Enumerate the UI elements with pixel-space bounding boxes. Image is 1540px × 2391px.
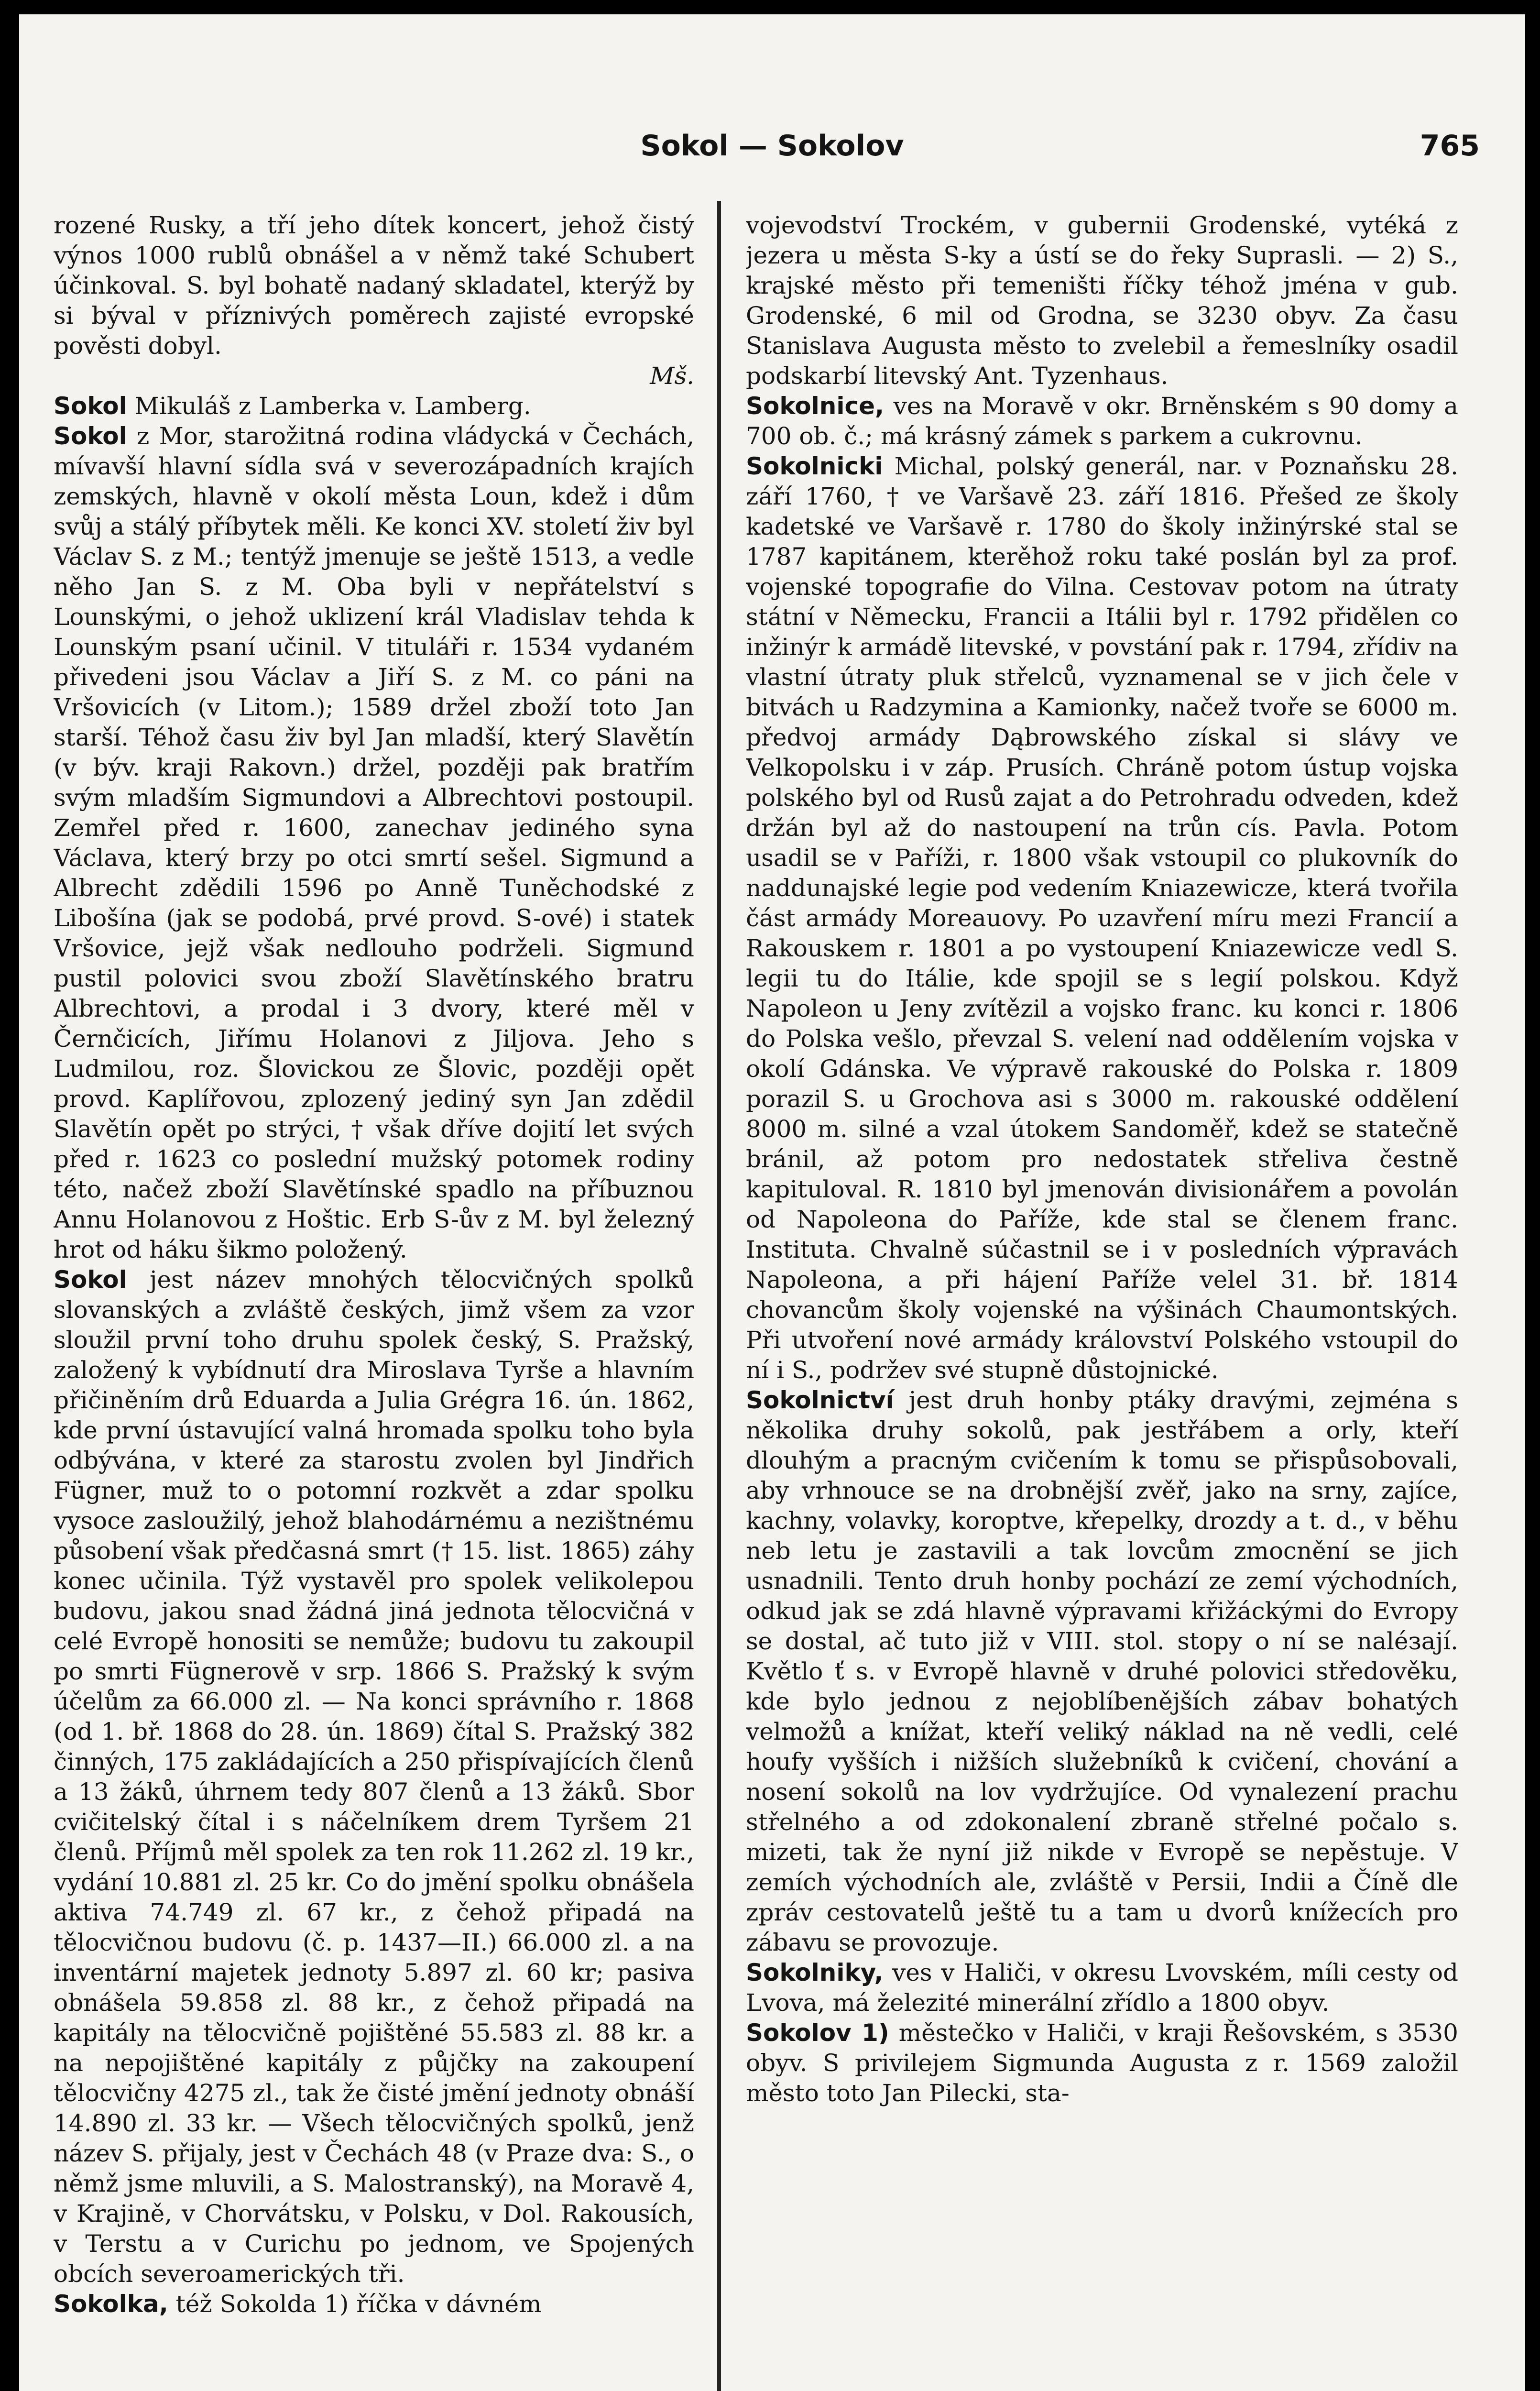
- author-signature: Mš.: [650, 362, 694, 390]
- entry-text: Mikuláš z Lamberka v. Lamberg.: [134, 392, 531, 420]
- entry-sokolnicki: [746, 451, 1458, 1385]
- entry-headword: Sokolnicki: [746, 452, 883, 480]
- entry-sokolniky: [746, 1958, 1458, 2018]
- entry-continuation: vojevodství Trockém, v gubernii Grodenské, vytéká z jezera u města S-ky a ústí se do řeky Suprasli. — 2) S., krajské město při temeništi říčky téhož jména v gub. Grodenské, 6 mil od Grodna, se 3230 obyv. Za času Stanislava Augusta město to zvelebil a řemeslníky osadil podskarbí litevský Ant. Tyzenhaus.: [746, 211, 1458, 390]
- entry-sokolov: [746, 2018, 1458, 2108]
- page-header: [19, 129, 1525, 177]
- entry-text: jest název mnohých tělocvičných spolků slovanských a zvláště českých, jimž všem za vzor sloužil první toho druhu spolek český, S. Pražský, založený k vybídnutí dra Miroslava Tyrše a hlavním přičiněním drů Eduarda a Julia Grégra 16. ún. 1862, kde první ústavující valná hromada spolku toho byla odbývána, v které za starostu zvolen byl Jindřich Fügner, muž to o potomní rozkvět a zdar spolku vysoce zasloužilý, jehož blahodárnému a nezištnému působení však předčasná smrt († 15. list. 1865) záhy konec učinila. Týž vystavěl pro spolek velikolepou budovu, jakou snad žádná jiná jednota tělocvičná v celé Evropě honositi se nemůže; budovu tu zakoupil po smrti Fügnerově v srp. 1866 S. Pražský k svým účelům za 66.000 zl. — Na konci správního r. 1868 (od 1. bř. 1868 do 28. ún. 1869) čítal S. Pražský 382 činných, 175 zakládajících a 250 přispívajících členů a 13 žáků, úhrnem tedy 807 členů a 13 žáků. Sbor cvičitelský čítal i s náčelníkem drem Tyršem 21 členů. Příjmů měl spolek za ten rok 11.262 zl. 19 kr., vydání 10.881 zl. 25 kr. Co do jmění spolku obnášela aktiva 74.749 zl. 67 kr., z čehož připadá na tělocvičnou budovu (č. p. 1437—II.) 66.000 zl. a na inventární majetek jednoty 5.897 zl. 60 kr; pasiva obnášela 59.858 zl. 88 kr., z čehož připadá na kapitály na tělocvičně pojištěné 55.583 zl. 88 kr. a na nepojištěné kapitály z půjčky na zakoupení tělocvičny 4275 zl., tak že čisté jmění jednoty obnáší 14.890 zl. 33 kr. — Všech tělocvičných spolků, jenž název S. přijaly, jest v Čechách 48 (v Praze dva: S., o němž jsme mluvili, a S. Malostranský), na Moravě 4, v Krajině, v Chorvátsku, v Polsku, v Dol. Rakousích, v Terstu a v Curichu po jednom, ve Spojených obcích severoamerických tři.: [54, 1266, 694, 2288]
- entry-text: též Sokolda 1) říčka v dávném: [175, 2290, 542, 2318]
- entry-headword: Sokolnice,: [746, 392, 885, 420]
- book-page: [19, 14, 1525, 2391]
- entry-sokol-spolek: [54, 1265, 694, 2289]
- entry-sokol-mikulas: [54, 391, 694, 421]
- entry-text: městečko v Haliči, v kraji Řešovském, s 3530 obyv. S privilejem Sigmunda Augusta z r. 1569 založil město toto Jan Pilecki, sta-: [746, 2019, 1458, 2107]
- entry-headword: Sokolnictví: [746, 1386, 894, 1414]
- entry-headword: Sokolka,: [54, 2290, 168, 2318]
- entry-sokolka: [54, 2289, 694, 2319]
- right-column: [746, 210, 1458, 2391]
- entry-text: Michal, polský generál, nar. v Poznaňsku 28. září 1760, † ve Varšavě 23. září 1816. Přešed ze školy kadetské ve Varšavě r. 1780 do školy inžinýrské stal se 1787 kapitánem, kterěhož roku také poslán byl za prof. vojenské topografie do Vilna. Cestovav potom na útraty státní v Německu, Francii a Itálii byl r. 1792 přidělen co inžinýr k armádě litevské, v povstání pak r. 1794, zřídiv na vlastní útraty pluk střelců, vyznamenal se v jich čele v bitvách u Radzymina a Kamionky, načež tvoře se 6000 m. předvoj armády Dąbrowského získal si slávy ve Velkopolsku i v záp. Prusích. Chráně potom ústup vojska polského byl od Rusů zajat a do Petrohradu odveden, kdež držán byl až do nastoupení na trůn cís. Pavla. Potom usadil se v Paříži, r. 1800 však vstoupil co plukovník do naddunajské legie pod vedením Kniazewicze, která tvořila část armády Moreauovy. Po uzavření míru mezi Francií a Rakouskem r. 1801 a po vystoupení Kniazewicze vedl S. legii tu do Itálie, kde spojil se s legií polskou. Když Napoleon u Jeny zvítězil a vojsko franc. ku konci r. 1806 do Polska vešlo, převzal S. velení nad oddělením vojska v okolí Gdánska. Ve výpravě rakouské do Polska r. 1809 porazil S. u Grochova asi s 3000 m. rakouské oddělení 8000 m. silné a vzal útokem Sandoměř, kdež se statečně bránil, až potom pro nedostatek střeliva čestně kapituloval. R. 1810 byl jmenován divisionářem a povolán od Napoleona do Paříže, kde stal se členem franc. Instituta. Chvalně súčastnil se i v posledních výpravách Napoleona, a při hájení Paříže velel 31. bř. 1814 chovancům školy vojenské na výšinách Chaumontských. Při utvoření nové armády království Polského vstoupil do ní i S., podržev své stupně důstojnické.: [746, 452, 1458, 1384]
- entry-sokolnictvi: [746, 1385, 1458, 1958]
- entry-headword: Sokolniky,: [746, 1959, 884, 1986]
- entry-headword: Sokolov 1): [746, 2019, 889, 2047]
- entry-sokolnice: [746, 391, 1458, 451]
- entry-continuation: rozené Rusky, a tří jeho dítek koncert, jehož čistý výnos 1000 rublů obnášel a v němž také Schubert účinkoval. S. byl bohatě nadaný skladatel, kterýž by si býval v příznivých poměrech zajisté evropské pověsti dobyl.: [54, 211, 694, 360]
- running-title: Sokol — Sokolov: [640, 129, 904, 163]
- entry-text: z Mor, starožitná rodina vládycká v Čechách, mívavší hlavní sídla svá v severozápadních krajích zemských, hlavně v okolí města Loun, kdež i dům svůj a stálý příbytek měli. Ke konci XV. století živ byl Václav S. z M.; tentýž jmenuje se ještě 1513, a vedle něho Jan S. z M. Oba byli v nepřátelství s Lounskými, o jehož uklizení král Vladislav tehda k Lounským psaní učinil. V tituláři r. 1534 vydaném přivedeni jsou Václav a Jiří S. z M. co páni na Vršovicích (v Litom.); 1589 držel zboží toto Jan starší. Téhož času živ byl Jan mladší, který Slavětín (v býv. kraji Rakovn.) držel, později pak bratřím svým mladším Sigmundovi a Albrechtovi postoupil. Zemřel před r. 1600, zanechav jediného syna Václava, který brzy po otci smrtí sešel. Sigmund a Albrecht zdědili 1596 po Anně Tuněchodské z Libošína (jak se podobá, prvé provd. S-ové) i statek Vršovice, jejž však nedlouho podrželi. Sigmund pustil polovici svou zboží Slavětínského bratru Albrechtovi, a prodal i 3 dvory, které měl v Černčicích, Jiřímu Holanovi z Jiljova. Jeho s Ludmilou, roz. Šlovickou ze Šlovic, později opět provd. Kaplířovou, zplozený jediný syn Jan zdědil Slavětín opět po strýci, † však dříve dojití let svých před r. 1623 co poslední mužský potomek rodiny této, načež zboží Slavětínské spadlo na příbuznou Annu Holanovou z Hoštic. Erb S-ův z M. byl železný hrot od háku šikmo položený.: [54, 422, 694, 1263]
- entry-headword: Sokol: [54, 1266, 127, 1294]
- entry-text: jest druh honby ptáky dravými, zejména s několika druhy sokolů, pak jestřábem a orly, kteří dlouhým a pracným cvičením k tomu se přispůsobovali, aby vrhnouce se na drobnější zvěř, jako na srny, zajíce, kachny, volavky, koroptve, křepelky, drozdy a t. d., v běhu neb letu je zastavili a tak lovcům zmocnění se jich usnadnili. Tento druh honby pochází ze zemí východních, odkud jak se zdá hlavně výpravami křižáckými do Evropy se dostal, ač tuto již v VIII. stol. stopy o ní se naléзají. Květlo ť s. v Evropě hlavně v druhé polovici středověku, kde bylo jednou z nejoblíbenějších zábav bohatých velmožů a knížat, kteří veliký náklad na ně vedli, celé houfy vyšších i nižších služebníků k cvičení, chování a nosení sokolů na lov vydržujíce. Od vynalezení prachu střelného a od zdokonalení zbraně střelné počalo s. mizeti, tak že nyní již nikde v Evropě se nepěstuje. V zemích východních ale, zvláště v Persii, Indii a Číně dle zpráv cestovatelů ještě tu a tam u dvorů knížecích pro zábavu se provozuje.: [746, 1386, 1458, 1956]
- entry-sokol-z-mor: [54, 421, 694, 1265]
- entry-text: ves v Haliči, v okresu Lvovském, míli cesty od Lvova, má železité minerální zřídlo a 1800 obyv.: [746, 1959, 1458, 2017]
- entry-headword: Sokol: [54, 422, 127, 450]
- entry-headword: Sokol: [54, 392, 127, 420]
- column-divider: [717, 201, 721, 2391]
- left-column: [54, 210, 694, 2391]
- page-number: 765: [1420, 129, 1480, 163]
- entry-text: ves na Moravě v okr. Brněnském s 90 domy a 700 ob. č.; má krásný zámek s parkem a cukrovnu.: [746, 392, 1458, 450]
